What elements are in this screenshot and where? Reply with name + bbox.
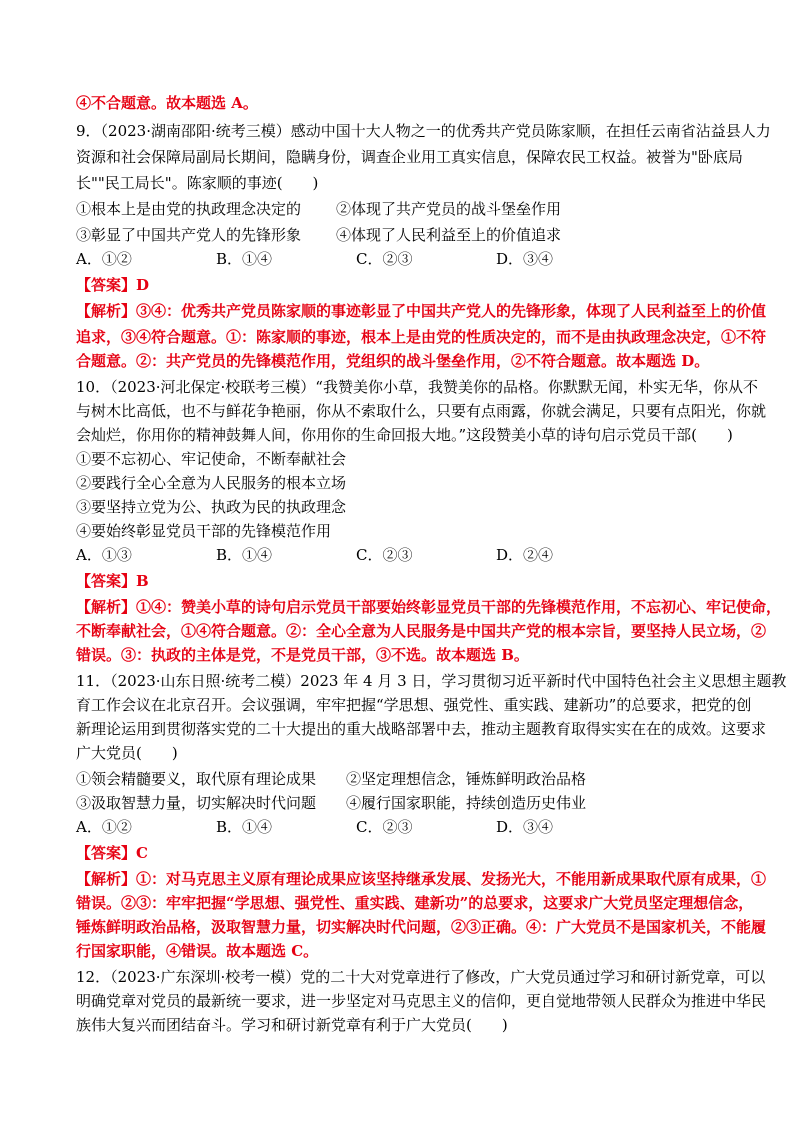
choice-d: D．③④ [496,818,554,836]
question-9-analysis: 【解析】③④：优秀共产党员陈家顺的事迹彰显了中国共产党人的先锋形象，体现了人民利益至上的价值 [76,302,767,320]
choice-a: A．①② [76,250,132,268]
question-9-answer: 【答案】D [76,276,150,294]
question-10-option-1: ①要不忘初心、牢记使命，不断奉献社会 [76,450,347,468]
question-9-analysis-line3: 合题意。②：共产党员的先锋模范作用，党组织的战斗堡垒作用，②不符合题意。故本题选 D。 [76,352,710,370]
question-11-analysis-line4: 行国家职能，④错误。故本题选 C。 [76,942,319,960]
question-12-stem-line2: 明确党章对党员的最新统一要求，进一步坚定对马克思主义的信仰，更自觉地带领人民群众为推进中华民 [76,992,767,1010]
question-9-stem: 9．（2023·湖南邵阳·统考三模）感动中国十大人物之一的优秀共产党员陈家顺，在担任云南省沾益县人力 [76,122,771,140]
question-10-option-2: ②要践行全心全意为人民服务的根本立场 [76,474,347,492]
question-10-stem-line2: 与树木比高低，也不与鲜花争艳丽，你从不索取什么，只要有点雨露，你就会满足，只要有点阳光，你就 [76,402,767,420]
question-11-analysis-line2: 错误。②③：牢牢把握“学思想、强党性、重实践、建新功”的总要求，这要求广大党员坚定理想信念， [76,894,754,912]
question-10-option-3: ③要坚持立党为公、执政为民的执政理念 [76,498,347,516]
question-9-stem-line2: 资源和社会保障局副局长期间，隐瞒身份，调查企业用工真实信息，保障农民工权益。被誉为"卧底局 [76,148,743,166]
choice-b: B．①④ [216,250,273,268]
question-11-stem-line2: 育工作会议在北京召开。会议强调，牢牢把握“学思想、强党性、重实践、建新功”的总要求，把党的创 [76,696,752,714]
choice-d: D．②④ [496,546,554,564]
choice-c: C．②③ [356,250,413,268]
question-11-stem: 11．（2023·山东日照·统考二模）2023 年 4 月 3 日，学习贯彻习近平新时代中国特色社会主义思想主题教 [76,672,787,690]
choice-b: B．①④ [216,818,273,836]
question-9-analysis-line2: 追求，③④符合题意。①：陈家顺的事迹，根本上是由党的性质决定的，而不是由执政理念决定，①不符 [76,328,767,346]
question-10-stem: 10．（2023·河北保定·校联考三模）“我赞美你小草，我赞美你的品格。你默默无闻，朴实无华，你从不 [76,378,758,396]
choice-b: B．①④ [216,546,273,564]
option-3: ③彰显了中国共产党人的先锋形象 [76,226,302,244]
question-10-analysis: 【解析】①④：赞美小草的诗句启示党员干部要始终彰显党员干部的先锋模范作用，不忘初心、牢记使命， [76,598,782,616]
question-10-option-4: ④要始终彰显党员干部的先锋模范作用 [76,522,332,540]
question-9-stem-line3: 长""民工局长"。陈家顺的事迹( ) [76,174,319,192]
option-4: ④体现了人民利益至上的价值追求 [336,226,562,244]
option-2: ②坚定理想信念，锤炼鲜明政治品格 [346,770,587,788]
option-1: ①领会精髓要义，取代原有理论成果 [76,770,317,788]
question-12-stem-line3: 族伟大复兴而团结奋斗。学习和研讨新党章有利于广大党员( ) [76,1016,508,1034]
option-4: ④履行国家职能，持续创造历史伟业 [346,794,587,812]
question-11-analysis-line3: 锤炼鲜明政治品格，汲取智慧力量，切实解决时代问题，②③正确。④：广大党员不是国家机关，不能履 [76,918,767,936]
option-3: ③汲取智慧力量，切实解决时代问题 [76,794,317,812]
question-10-analysis-line3: 错误。③：执政的主体是党，不是党员干部，③不选。故本题选 B。 [76,646,529,664]
choice-c: C．②③ [356,818,413,836]
question-11-answer: 【答案】C [76,844,148,862]
option-2: ②体现了共产党员的战斗堡垒作用 [336,200,562,218]
question-12-stem: 12．（2023·广东深圳·校考一模）党的二十大对党章进行了修改，广大党员通过学习和研讨新党章，可以 [76,968,766,986]
choice-a: A．①③ [76,546,132,564]
question-11-stem-line4: 广大党员( ) [76,744,178,762]
question-11-stem-line3: 新理论运用到贯彻落实党的二十大提出的重大战略部署中去，推动主题教育取得实实在在的成效。这要求 [76,720,767,738]
option-1: ①根本上是由党的执政理念决定的 [76,200,302,218]
question-10-analysis-line2: 不断奉献社会，①④符合题意。②：全心全意为人民服务是中国共产党的根本宗旨，要坚持人民立场，② [76,622,767,640]
question-10-answer: 【答案】B [76,572,149,590]
choice-d: D．③④ [496,250,554,268]
choice-c: C．②③ [356,546,413,564]
choice-a: A．①② [76,818,132,836]
question-11-analysis: 【解析】①：对马克思主义原有理论成果应该坚持继承发展、发扬光大，不能用新成果取代原有成果，① [76,870,767,888]
question-10-stem-line3: 会灿烂，你用你的精神鼓舞人间，你用你的生命回报大地。”这段赞美小草的诗句启示党员干部( ) [76,426,733,444]
answer-tail-q8: ④不合题意。故本题选 A。 [76,94,258,112]
